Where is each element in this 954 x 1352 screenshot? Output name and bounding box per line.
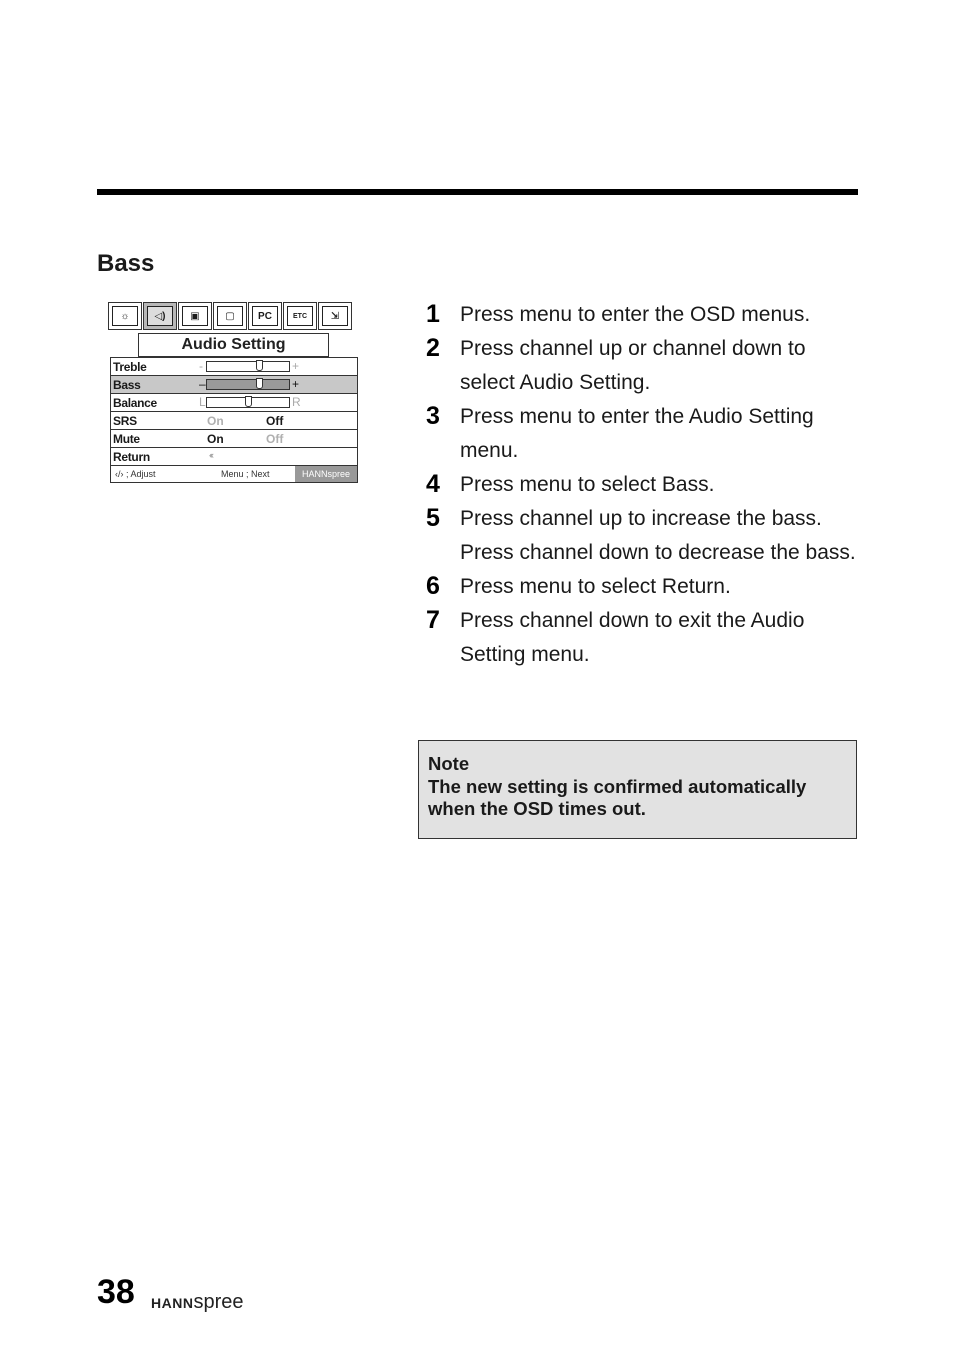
adjust-hint: ‹/› ; Adjust (115, 469, 156, 479)
pc-icon: PC (248, 302, 282, 330)
osd-row-balance (111, 394, 357, 412)
osd-row-mute (111, 430, 357, 448)
osd-label: Treble (113, 360, 147, 374)
balance-slider (206, 397, 290, 408)
menu-hint: Menu ; Next (221, 469, 270, 479)
bass-slider (206, 379, 290, 390)
step-number: 5 (426, 504, 440, 532)
brand-logo (151, 1291, 243, 1314)
step-item (426, 332, 866, 400)
minus-mark: – (199, 377, 206, 391)
instruction-steps (426, 298, 866, 672)
plus-mark: + (292, 359, 300, 373)
osd-row-bass (111, 376, 357, 394)
osd-label: Mute (113, 432, 140, 446)
step-text: Press menu to enter the Audio Setting menu. (460, 405, 814, 462)
slider-knob (245, 396, 252, 407)
osd-menu-illustration (108, 302, 360, 488)
note-heading: Note (428, 753, 470, 774)
brand-light: spree (193, 1291, 244, 1313)
osd-footer (111, 466, 357, 482)
osd-brand-logo: HANNspree (295, 466, 357, 482)
osd-title: Audio Setting (138, 333, 329, 357)
osd-row-treble (111, 358, 357, 376)
plus-mark: + (292, 377, 300, 391)
step-text: Press channel up to increase the bass. Press channel down to decrease the bass. (460, 507, 856, 564)
osd-settings-table (110, 357, 358, 483)
osd-row-return (111, 448, 357, 466)
osd-icon-bar (108, 302, 359, 332)
note-box (418, 740, 857, 839)
step-item (426, 570, 866, 604)
step-number: 3 (426, 402, 440, 430)
step-number: 6 (426, 572, 440, 600)
osd-label: Bass (113, 378, 141, 392)
header-rule (97, 189, 858, 195)
brightness-icon: ☼ (108, 302, 142, 330)
audio-icon: ◁) (143, 302, 177, 330)
left-mark: L (199, 395, 206, 409)
section-title: Bass (97, 250, 155, 277)
picture-icon: ▣ (178, 302, 212, 330)
slider-knob (256, 378, 263, 389)
step-item (426, 468, 866, 502)
option-off: Off (266, 432, 284, 446)
osd-label: Balance (113, 396, 157, 410)
right-mark: R (292, 395, 301, 409)
step-item (426, 400, 866, 468)
step-item (426, 502, 866, 570)
exit-icon: ⇲ (318, 302, 352, 330)
step-text: Press channel up or channel down to select Audio Setting. (460, 337, 806, 394)
step-number: 7 (426, 606, 440, 634)
step-text: Press menu to select Bass. (460, 473, 715, 496)
brand-bold: HANN (151, 1295, 194, 1311)
step-number: 1 (426, 300, 440, 328)
minus-mark: - (199, 359, 203, 373)
osd-label: SRS (113, 414, 137, 428)
setup-icon: ETC (283, 302, 317, 330)
option-off: Off (266, 414, 284, 428)
page-number: 38 (97, 1273, 135, 1311)
osd-row-srs (111, 412, 357, 430)
return-arrows-icon: ‹‹‹ (209, 450, 212, 460)
step-text: Press channel down to exit the Audio Setting menu. (460, 609, 805, 666)
step-text: Press menu to enter the OSD menus. (460, 303, 811, 326)
step-number: 4 (426, 470, 440, 498)
step-item (426, 604, 866, 672)
option-on: On (207, 432, 224, 446)
step-text: Press menu to select Return. (460, 575, 731, 598)
note-body: The new setting is confirmed automatically when the OSD times out. (428, 775, 807, 819)
osd-label: Return (113, 450, 150, 464)
treble-slider (206, 361, 290, 372)
step-item (426, 298, 866, 332)
option-on: On (207, 414, 224, 428)
slider-knob (256, 360, 263, 371)
tv-icon: ▢ (213, 302, 247, 330)
step-number: 2 (426, 334, 440, 362)
